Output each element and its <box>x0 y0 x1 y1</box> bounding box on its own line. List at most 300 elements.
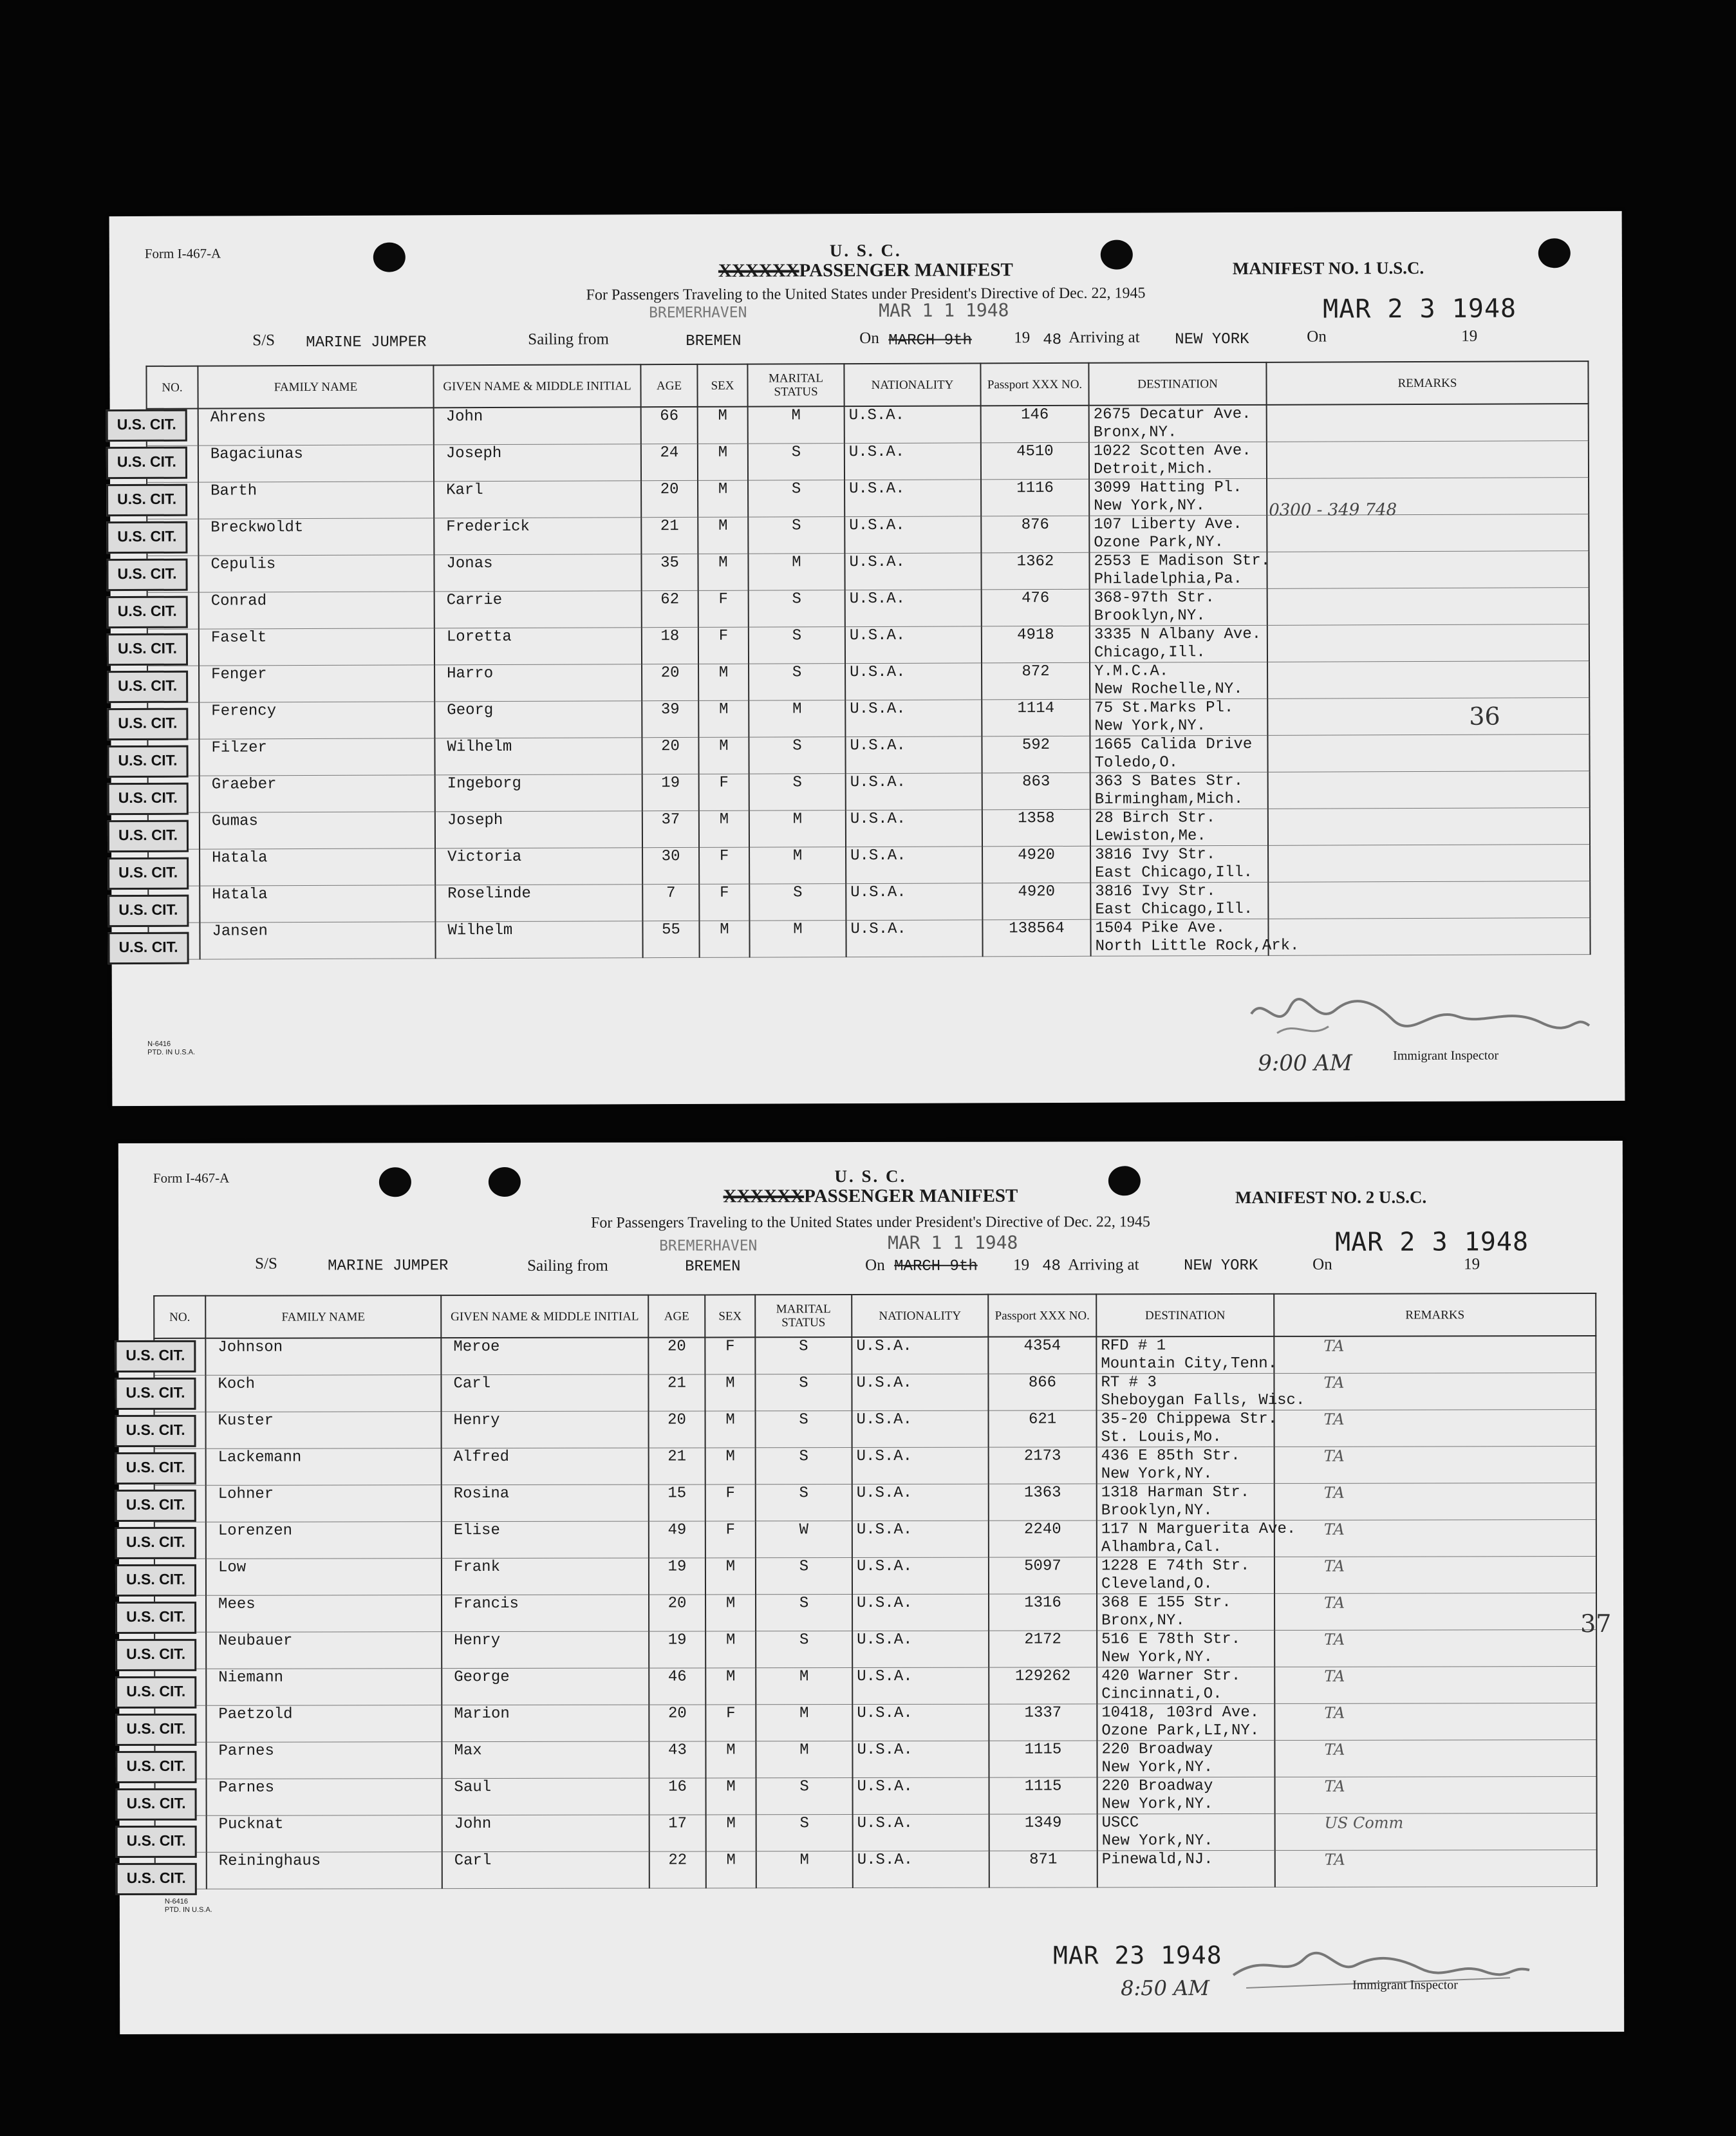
citizen-stamp: U.S. CIT. <box>115 1751 196 1783</box>
cell-age: 43 <box>649 1741 705 1778</box>
cell-family: Barth <box>198 482 434 519</box>
form-number: Form I-467-A <box>144 245 221 261</box>
cell-family: Parnes <box>206 1742 442 1779</box>
cell-marital: S <box>756 1595 852 1631</box>
cell-marital: M <box>756 1668 852 1705</box>
table-row <box>147 551 1589 593</box>
cell-destination <box>1090 809 1268 846</box>
cell-age: 46 <box>649 1668 705 1705</box>
table-row <box>154 1557 1596 1596</box>
cell-sex: M <box>705 1595 756 1631</box>
cell-age: 21 <box>641 517 698 554</box>
destination-line: 368 E 155 Str. <box>1101 1594 1231 1612</box>
cell-remarks <box>1268 845 1590 883</box>
port-name <box>685 1257 740 1275</box>
cell-remarks <box>1274 1483 1596 1521</box>
cell-age: 21 <box>648 1374 705 1411</box>
column-header: AGE <box>640 364 697 407</box>
destination-line: 1318 Harman Str. <box>1101 1483 1250 1502</box>
destination-line: Bronx,NY. <box>1093 424 1177 442</box>
cell-marital: S <box>749 774 846 811</box>
citizen-stamp: U.S. CIT. <box>115 1490 196 1522</box>
destination-line: 75 St.Marks Pl. <box>1094 699 1234 717</box>
cell-passport: 1362 <box>981 552 1089 590</box>
cell-family: Reininghaus <box>207 1852 442 1889</box>
cell-sex: M <box>698 700 749 737</box>
cell-given: Georg <box>434 701 642 738</box>
cell-given: Meroe <box>441 1338 648 1375</box>
column-header: AGE <box>648 1295 705 1337</box>
cell-family: Graeber <box>200 775 435 812</box>
cell-passport: 866 <box>988 1374 1096 1410</box>
cell-marital: S <box>756 1631 852 1668</box>
cell-remarks <box>1274 1336 1596 1373</box>
cell-age: 18 <box>642 627 698 664</box>
table-row <box>147 588 1589 630</box>
bottom-date-stamp: MAR 23 1948 <box>1052 1941 1222 1970</box>
cell-nat: U.S.A. <box>845 443 981 480</box>
cell-nat: U.S.A. <box>852 1484 989 1521</box>
destination-line: North Little Rock,Ark. <box>1095 937 1300 955</box>
destination-line: 363 S Bates Str. <box>1094 772 1244 791</box>
destination-line: 220 Broadway <box>1101 1741 1213 1759</box>
citizen-stamp: U.S. CIT. <box>107 633 188 666</box>
cell-remarks <box>1268 771 1590 809</box>
cell-family: Lorenzen <box>206 1522 442 1559</box>
cell-destination <box>1090 735 1267 773</box>
cell-sex: F <box>699 847 749 884</box>
cell-given: Marion <box>442 1705 649 1742</box>
cell-nat: U.S.A. <box>853 1851 989 1888</box>
cell-passport: 4354 <box>988 1336 1096 1374</box>
cell-age: 20 <box>649 1411 705 1448</box>
cell-nat: U.S.A. <box>845 590 982 627</box>
table-row <box>147 514 1589 556</box>
table-row <box>147 698 1589 740</box>
arrival-date-stamp: MAR 2 3 1948 <box>1335 1227 1529 1257</box>
cell-nat: U.S.A. <box>852 1410 989 1447</box>
year-prefix: 19 <box>1014 329 1031 347</box>
cell-marital: S <box>756 1558 852 1595</box>
cell-destination <box>1089 515 1267 552</box>
cell-marital: M <box>749 810 846 848</box>
citizen-stamp: U.S. CIT. <box>107 857 189 890</box>
cell-destination <box>1097 1703 1274 1740</box>
cell-nat: U.S.A. <box>845 406 981 443</box>
citizen-stamp: U.S. CIT. <box>107 895 189 927</box>
cell-marital: S <box>748 517 845 554</box>
destination-line: RT # 3 <box>1101 1374 1157 1392</box>
cell-sex: F <box>705 1521 756 1558</box>
column-header: NO. <box>154 1296 205 1338</box>
cell-passport: 2173 <box>989 1447 1097 1484</box>
cell-marital: S <box>749 627 845 664</box>
cell-given: Francis <box>442 1595 649 1632</box>
usc-header: U. S. C. <box>829 240 902 261</box>
on2-label: On <box>1312 1255 1332 1273</box>
cell-marital: M <box>756 1741 852 1778</box>
cell-passport: 876 <box>981 516 1089 553</box>
cell-remarks <box>1267 551 1589 589</box>
struck-word: XXXXXX <box>723 1186 805 1207</box>
cell-destination <box>1096 1373 1305 1410</box>
cell-nat: U.S.A. <box>845 700 982 737</box>
cell-marital: S <box>749 664 845 701</box>
cell-passport: 1115 <box>989 1741 1097 1777</box>
cell-age: 55 <box>642 921 699 957</box>
destination-line: 2553 E Madison Str. <box>1094 552 1271 570</box>
destination-line: 3335 N Albany Ave. <box>1094 625 1262 644</box>
cell-passport: 1115 <box>989 1777 1097 1814</box>
cell-sex: F <box>699 884 749 921</box>
passenger-table <box>145 361 1591 960</box>
remark-text: TA <box>1324 1777 1345 1795</box>
cell-remarks <box>1275 1813 1597 1851</box>
table-header <box>146 361 1588 409</box>
cell-sex: M <box>705 1631 756 1668</box>
cell-nat: U.S.A. <box>845 736 982 774</box>
cell-given: Carl <box>442 1851 649 1889</box>
remark-text: TA <box>1323 1557 1345 1575</box>
cell-destination <box>1090 882 1268 919</box>
year-prefix: 19 <box>1013 1256 1030 1274</box>
cell-remarks <box>1267 735 1589 773</box>
cell-passport: 1349 <box>989 1814 1097 1851</box>
cell-nat: U.S.A. <box>852 1594 989 1631</box>
destination-line: Philadelphia,Pa. <box>1094 570 1243 588</box>
cell-destination <box>1090 698 1267 736</box>
cell-marital: M <box>748 554 845 591</box>
cell-destination <box>1090 588 1267 626</box>
cell-destination <box>1090 625 1267 662</box>
cell-remarks <box>1275 1777 1597 1814</box>
cell-passport: 1114 <box>982 699 1090 736</box>
cell-nat: U.S.A. <box>852 1631 989 1667</box>
cell-remarks <box>1274 1410 1596 1447</box>
cell-age: 19 <box>649 1631 705 1668</box>
destination-line: Ozone Park,NY. <box>1094 534 1224 552</box>
citizen-stamp: U.S. CIT. <box>107 596 188 628</box>
arrival-port <box>1175 330 1249 348</box>
cell-nat: U.S.A. <box>852 1667 989 1704</box>
remark-text: TA <box>1324 1667 1345 1685</box>
inspector-label: Immigrant Inspector <box>1352 1978 1458 1992</box>
citizen-stamp: U.S. CIT. <box>115 1415 196 1447</box>
cell-sex: M <box>705 1741 756 1778</box>
cell-passport: 592 <box>982 736 1090 773</box>
cell-destination <box>1090 772 1268 809</box>
cell-nat: U.S.A. <box>845 626 982 664</box>
table-row <box>147 661 1589 703</box>
table-row <box>154 1740 1596 1779</box>
cell-nat: U.S.A. <box>846 920 982 957</box>
cell-destination <box>1097 1740 1274 1777</box>
cell-sex: M <box>699 921 749 957</box>
manifest-sheet-1 <box>109 211 1625 1106</box>
year-text: 48 <box>1042 1257 1061 1275</box>
cell-age: 49 <box>649 1521 705 1558</box>
cell-destination <box>1097 1813 1275 1850</box>
cell-given: Loretta <box>434 628 642 665</box>
cell-passport: 4920 <box>982 846 1090 883</box>
citizen-stamp: U.S. CIT. <box>115 1452 196 1485</box>
cell-given: Henry <box>442 1411 649 1448</box>
cell-remarks <box>1274 1667 1596 1704</box>
destination-line: Chicago,Ill. <box>1094 644 1206 662</box>
cell-given: Joseph <box>435 811 642 848</box>
cell-sex: F <box>698 627 749 664</box>
cell-nat: U.S.A. <box>846 810 982 847</box>
destination-line: Toledo,O. <box>1094 754 1179 772</box>
cell-sex: M <box>698 554 748 590</box>
citizen-stamp: U.S. CIT. <box>107 671 188 703</box>
destination-line: Sheboygan Falls, Wisc. <box>1101 1391 1305 1410</box>
citizen-stamp: U.S. CIT. <box>107 932 189 964</box>
table-row <box>148 918 1590 960</box>
destination-line: Mountain City,Tenn. <box>1101 1354 1278 1373</box>
remark-handwritten-number: 0300 - 349 748 <box>1269 500 1397 520</box>
cell-destination <box>1097 1483 1274 1520</box>
cell-family: Gumas <box>200 812 435 849</box>
cell-age: 24 <box>641 444 698 480</box>
cell-sex: M <box>705 1558 756 1595</box>
arrival-port <box>1184 1256 1258 1275</box>
table-row <box>154 1703 1596 1743</box>
arrival-port-text: NEW YORK <box>1175 330 1249 349</box>
cell-family: Neubauer <box>206 1632 442 1669</box>
cell-age: 37 <box>642 810 699 847</box>
usc-header: U. S. C. <box>834 1166 907 1186</box>
cell-passport: 138564 <box>982 919 1090 957</box>
citizen-stamp: U.S. CIT. <box>107 783 189 815</box>
cell-age: 7 <box>642 884 699 921</box>
table-row <box>147 441 1589 483</box>
table-row <box>155 1777 1597 1816</box>
cell-destination <box>1097 1777 1275 1813</box>
citizen-stamp: U.S. CIT. <box>107 820 189 852</box>
cell-age: 22 <box>649 1851 706 1888</box>
destination-line: Brooklyn,NY. <box>1094 607 1206 625</box>
inspector-signature <box>1238 987 1599 1053</box>
table-row <box>147 404 1589 445</box>
cell-sex: M <box>705 1411 756 1448</box>
destination-line: 1665 Calida Drive <box>1094 735 1253 754</box>
cell-marital: S <box>748 480 845 518</box>
destination-line: 3816 Ivy Str. <box>1095 846 1216 864</box>
destination-line: 35-20 Chippewa Str. <box>1101 1410 1278 1429</box>
citizen-stamp: U.S. CIT. <box>106 521 187 554</box>
year <box>1042 1256 1061 1275</box>
cell-family: Low <box>206 1559 442 1596</box>
manifest-number: MANIFEST NO. 1 U.S.C. <box>1232 258 1424 279</box>
table-body <box>154 1336 1596 1889</box>
cell-destination <box>1097 1593 1274 1630</box>
cell-family: Lohner <box>206 1485 442 1522</box>
remark-text: TA <box>1324 1703 1345 1722</box>
cell-nat: U.S.A. <box>852 1741 989 1777</box>
remark-text: TA <box>1324 1850 1345 1869</box>
cell-age: 16 <box>649 1778 706 1815</box>
cell-given: Alfred <box>442 1448 649 1485</box>
cell-age: 20 <box>649 1595 705 1631</box>
cell-family: Parnes <box>207 1779 442 1816</box>
port-above: BREMERHAVEN <box>649 304 747 322</box>
cell-remarks <box>1274 1703 1596 1741</box>
cell-age: 39 <box>642 700 698 737</box>
cell-age: 66 <box>641 407 698 444</box>
cell-destination <box>1089 442 1267 479</box>
cell-sex: F <box>705 1485 756 1521</box>
cell-family: Fenger <box>199 665 434 702</box>
cell-remarks <box>1267 441 1589 479</box>
cell-sex: F <box>705 1337 755 1374</box>
cell-remarks <box>1267 698 1589 736</box>
destination-line: East Chicago,Ill. <box>1095 863 1253 882</box>
column-header: REMARKS <box>1274 1293 1596 1336</box>
cell-family: Conrad <box>199 592 434 629</box>
cell-passport: 1363 <box>989 1484 1097 1521</box>
cell-remarks <box>1268 881 1590 919</box>
cell-marital: M <box>756 1705 852 1741</box>
remark-text: TA <box>1323 1520 1345 1539</box>
cell-nat: U.S.A. <box>853 1814 989 1851</box>
on2-label: On <box>1307 328 1327 346</box>
arriving-label: Arriving at <box>1069 328 1140 346</box>
cell-age: 62 <box>642 590 698 627</box>
cell-given: Saul <box>442 1778 649 1815</box>
cell-marital: M <box>748 406 845 444</box>
cell-sex: M <box>698 737 749 774</box>
destination-line: 436 E 85th Str. <box>1101 1447 1240 1465</box>
title-text: PASSENGER MANIFEST <box>804 1185 1018 1207</box>
destination-line: New York,NY. <box>1101 1795 1213 1813</box>
cell-nat: U.S.A. <box>845 553 981 590</box>
cell-marital: S <box>749 884 846 921</box>
cell-marital: M <box>749 700 845 738</box>
cell-sex: M <box>698 480 748 517</box>
cell-remarks <box>1274 1447 1596 1484</box>
cell-given: Joseph <box>434 444 641 482</box>
cell-marital: S <box>749 590 845 628</box>
cell-passport: 4510 <box>981 442 1089 480</box>
year2-prefix: 19 <box>1461 327 1478 345</box>
table-row <box>154 1593 1596 1633</box>
cell-marital: S <box>755 1374 852 1411</box>
cell-given: Rosina <box>442 1485 649 1522</box>
cell-destination <box>1097 1520 1296 1557</box>
page-number: 37 <box>1580 1609 1612 1638</box>
received-date-stamp: MAR 1 1 1948 <box>888 1232 1018 1253</box>
destination-line: New York,NY. <box>1101 1832 1213 1850</box>
cell-sex: M <box>699 810 749 847</box>
cell-family: Hatala <box>200 848 435 886</box>
table-row <box>147 735 1589 776</box>
table-row <box>154 1373 1596 1412</box>
column-header: Passport XXX NO. <box>988 1294 1096 1336</box>
cell-sex: M <box>698 407 748 444</box>
cell-given: Henry <box>442 1631 649 1669</box>
cell-age: 21 <box>649 1448 705 1485</box>
destination-line: Cincinnati,O. <box>1101 1685 1222 1703</box>
manifest-sheet-2 <box>118 1141 1624 2034</box>
sail-date <box>894 1257 978 1275</box>
citizen-stamp: U.S. CIT. <box>116 1788 197 1821</box>
table-row <box>148 845 1590 886</box>
column-header: Passport XXX NO. <box>980 363 1088 406</box>
cell-given: Carl <box>441 1374 648 1412</box>
title-text: PASSENGER MANIFEST <box>799 259 1013 281</box>
cell-sex: F <box>705 1705 756 1741</box>
table-row <box>154 1667 1596 1706</box>
cell-family: Cepulis <box>198 555 434 592</box>
received-date-stamp: MAR 1 1 1948 <box>879 299 1009 321</box>
cell-marital: W <box>756 1521 852 1558</box>
cell-marital: S <box>756 1815 853 1851</box>
table-body <box>147 404 1591 959</box>
cell-sex: M <box>705 1374 755 1411</box>
cell-family: Breckwoldt <box>198 518 434 556</box>
table-row <box>154 1483 1596 1522</box>
table-header <box>154 1293 1596 1338</box>
cell-sex: M <box>706 1815 756 1851</box>
year <box>1043 330 1061 349</box>
cell-nat: U.S.A. <box>852 1374 988 1410</box>
remark-text: TA <box>1323 1336 1345 1355</box>
destination-line: 368-97th Str. <box>1094 589 1215 607</box>
cell-nat: U.S.A. <box>852 1704 989 1741</box>
cell-nat: U.S.A. <box>852 1447 989 1484</box>
port-text: BREMEN <box>686 332 742 350</box>
remark-text: TA <box>1323 1447 1345 1465</box>
cell-passport: 476 <box>982 589 1090 626</box>
column-header: DESTINATION <box>1096 1294 1274 1336</box>
citizen-stamp: U.S. CIT. <box>106 447 187 479</box>
destination-line: 1022 Scotten Ave. <box>1093 442 1251 460</box>
destination-line: 1504 Pike Ave. <box>1095 919 1226 937</box>
cell-remarks <box>1274 1373 1596 1410</box>
cell-family: Kuster <box>206 1412 442 1449</box>
table-row <box>147 624 1589 666</box>
citizen-stamp: U.S. CIT. <box>115 1527 196 1559</box>
destination-line: Alhambra,Cal. <box>1101 1539 1222 1557</box>
print-code: N-6416 PTD. IN U.S.A. <box>164 1897 212 1914</box>
cell-marital: S <box>756 1411 852 1448</box>
ship-name-text: MARINE JUMPER <box>306 333 427 352</box>
citizen-stamp: U.S. CIT. <box>106 484 187 516</box>
port-text: BREMEN <box>685 1258 741 1276</box>
cell-remarks <box>1274 1630 1596 1667</box>
cell-family: Bagaciunas <box>198 445 434 482</box>
cell-age: 19 <box>642 774 699 810</box>
cell-given: John <box>434 407 641 445</box>
table-row <box>154 1630 1596 1669</box>
cell-given: Carrie <box>434 591 642 628</box>
destination-line: New York,NY. <box>1101 1759 1213 1777</box>
cell-destination <box>1097 1447 1274 1483</box>
column-header: FAMILY NAME <box>205 1295 441 1338</box>
cell-nat: U.S.A. <box>845 480 981 517</box>
arrival-date-stamp: MAR 2 3 1948 <box>1323 294 1517 324</box>
remark-text: TA <box>1324 1593 1345 1612</box>
destination-line: 420 Warner Str. <box>1101 1667 1241 1685</box>
remark-text: US Comm <box>1324 1813 1404 1832</box>
time-note: 8:50 AM <box>1121 1976 1210 2001</box>
column-header: SEX <box>705 1295 755 1337</box>
cell-marital: M <box>749 847 846 885</box>
cell-given: Harro <box>434 664 642 702</box>
cell-family: Hatala <box>200 885 435 923</box>
cell-remarks <box>1274 1557 1596 1594</box>
